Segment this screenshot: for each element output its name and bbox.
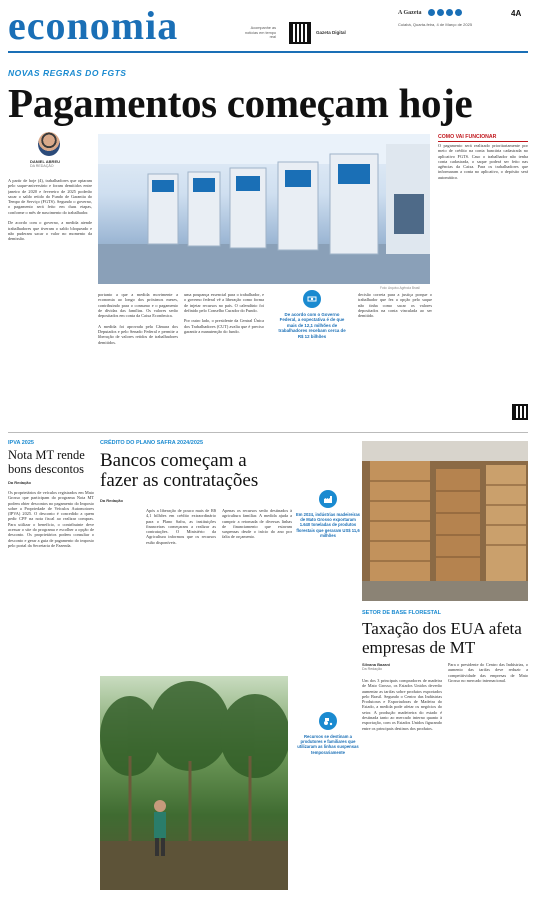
social-icons <box>428 9 462 16</box>
export-text-2: Para o presidente do Centro das Indústrias, o aumento das tarifas deve reduzir a competitividade das empresas de Mato Grosso no mercado internacional. <box>448 662 528 683</box>
atm-photo <box>98 134 430 284</box>
ipva-headline: Nota MT rende bons descontos <box>8 448 85 476</box>
main-col-1: A partir de hoje (4), trabalhadores que optaram pelo saque-aniversário e foram demitidos entre janeiro de 2020 e fevereiro de 2025 poderão sacar o saldo retido do Fundo de Garantia do Tempo de Serviço (FGTS). Segundo o governo, o pagamento será feito em duas etapas, conforme o mês de nascimento do trabalhador. De acordo com o governo, a medida atende trabalhadores que tiveram o saldo bloqueado e não puderam sacar o valor no momento da demissão. <box>8 178 92 242</box>
credit-byline: Da Redação <box>100 498 123 503</box>
credit-bubble-caption: Recursos se destinam a produtores e familiares que utilizaram as linhas suspensas temporariamente <box>297 734 359 755</box>
main-headline: Pagamentos começam hoje <box>8 80 473 126</box>
farm-photo <box>100 676 288 890</box>
credit-headline: Bancos começam a fazer as contratações <box>100 450 259 491</box>
export-text: Um dos 3 principais compradores de madeira de Mato Grosso, os Estados Unidos deverão aumentar as tarifas sobre produtos exportados pelo Brasil. Segundo o Centro das Indústrias Produtoras e Exportadoras de Madeira do Estado, a medida pode afetar os negócios do setor. A produção madeireira do estado é destinada tanto ao mercado interno quanto à exportação, com os Estados Unidos figurando entre os principais destinos dos produtos. <box>362 678 442 731</box>
masthead-rule <box>8 51 528 53</box>
ipva-text: Os proprietários de veículos registrados em Mato Grosso que participam do programa Nota MT podem obter descontos no pagamento do Imposto sobre a Propriedade de Veículos Automotores (IPVA) 2025. O desconto é concedido a quem pedir CPF na nota fiscal ao realizar compras. Para utilizar o benefício, o contribuinte deve acessar o site do programa e escolher a opção de desconto. Os proprietários podem consultar o desconto e gerar a guia de pagamento do imposto pelo portal da Secretaria de Fazenda. <box>8 490 94 548</box>
export-kicker: SETOR DE BASE FLORESTAL <box>362 610 441 616</box>
section-title: economia <box>8 3 179 48</box>
box-text: O pagamento será realizado prioritariamente por meio de crédito na conta bancária cadastrada no aplicativo FGTS. Caso o trabalhador não tenha conta cadastrada, o saque poderá ser feito nas agências da Caixa. Para os trabalhadores que informaram a conta no aplicativo, o depósito será automático. <box>438 143 528 401</box>
brand-logo: A Gazeta <box>398 10 422 16</box>
farm-illustration <box>100 676 288 890</box>
main-col-2: portanto a que a medida movimente a economia ao longo dos próximos meses, contribuindo para o consumo e o pagamento de dívidas das famílias. Os valores serão depositados em conta da Caixa Econômica. A medida foi aprovada pela Câmara dos Deputados e pelo Senado Federal e permite a liberação de valores retidos de trabalhadores demitidos. <box>98 292 178 345</box>
lumber-photo <box>362 441 528 601</box>
credit-col-2: Apenas os recursos serão destinados à agricultura familiar. A medida ajuda a cumprir a retomada de diversas linhas de financiamento que estavam suspensas desde o início do ano por falta de orçamento. <box>222 508 292 540</box>
credit-kicker: CRÉDITO DO PLANO SAFRA 2024/2025 <box>100 440 204 446</box>
credit-bubble <box>296 712 360 852</box>
qr-code-icon <box>512 404 528 420</box>
author-photo <box>38 132 60 156</box>
box-title: COMO VAI FUNCIONAR <box>438 134 528 142</box>
author-role: DA REDAÇÃO <box>30 164 54 168</box>
export-headline: Taxação dos EUA afeta empresas de MT <box>362 619 522 657</box>
export-author-role: Da Redação <box>362 667 382 671</box>
author-name: DANIEL ABREU <box>30 159 61 164</box>
photo-credit: Foto: Arquivo Agência Brasil <box>380 286 420 290</box>
export-bubble <box>296 490 360 620</box>
page-number: 4A <box>511 9 522 18</box>
lumber-illustration <box>362 441 528 601</box>
factory-icon <box>319 490 337 508</box>
money-icon <box>303 290 321 308</box>
export-author-name: Silvana Bazani <box>362 662 391 667</box>
main-col-4: decisão correta para a justiça porque o trabalhador que fez a opção pelo saque não tinha como sacar os valores depositados na conta vinculada ao ser demitido. <box>358 292 432 319</box>
atm-illustration <box>98 134 430 284</box>
main-col-3: uma poupança essencial para o trabalhador, e o governo federal vê a liberação como forma de injetar recursos no país. O calendário foi definido pelo Conselho Curador do Fundo. Por outro lado, o presidente da Central Única dos Trabalhadores (CUT) avalia que é preciso garantir a manutenção do fundo. <box>184 292 264 335</box>
ipva-byline: Da Redação <box>8 480 31 485</box>
main-bubble <box>272 290 352 420</box>
main-bubble-caption: De acordo com o Governo Federal, a expectativa é de que mais de 12,1 milhões de trabalhadores recebam cerca de R$ 12 bilhões <box>278 312 346 339</box>
credit-col-1: Após a liberação de pouco mais de R$ 4,1 bilhões em crédito extraordinário para o Plano Safra, as instituições financeiras começaram a realizar as contratações. O Ministério da Agricultura informou que os recursos estão disponíveis. <box>146 508 216 545</box>
promo-sub: Gazeta Digital <box>316 30 346 35</box>
tractor-icon <box>319 712 337 730</box>
ipva-kicker: IPVA 2025 <box>8 440 34 446</box>
section-divider <box>8 432 528 433</box>
date-line: Cuiabá, Quarta-feira, 4 de Março de 2025 <box>398 22 473 27</box>
main-kicker: NOVAS REGRAS DO FGTS <box>8 68 127 78</box>
export-bubble-caption: Em 2024, indústrias madeireiras de Mato Grosso exportaram 1.640 toneladas de produtos florestais que geraram US$ 11,6 milhões <box>296 512 361 538</box>
qr-code-icon <box>289 22 311 44</box>
promo-text: Acompanhe as notícias em tempo real <box>244 26 276 39</box>
